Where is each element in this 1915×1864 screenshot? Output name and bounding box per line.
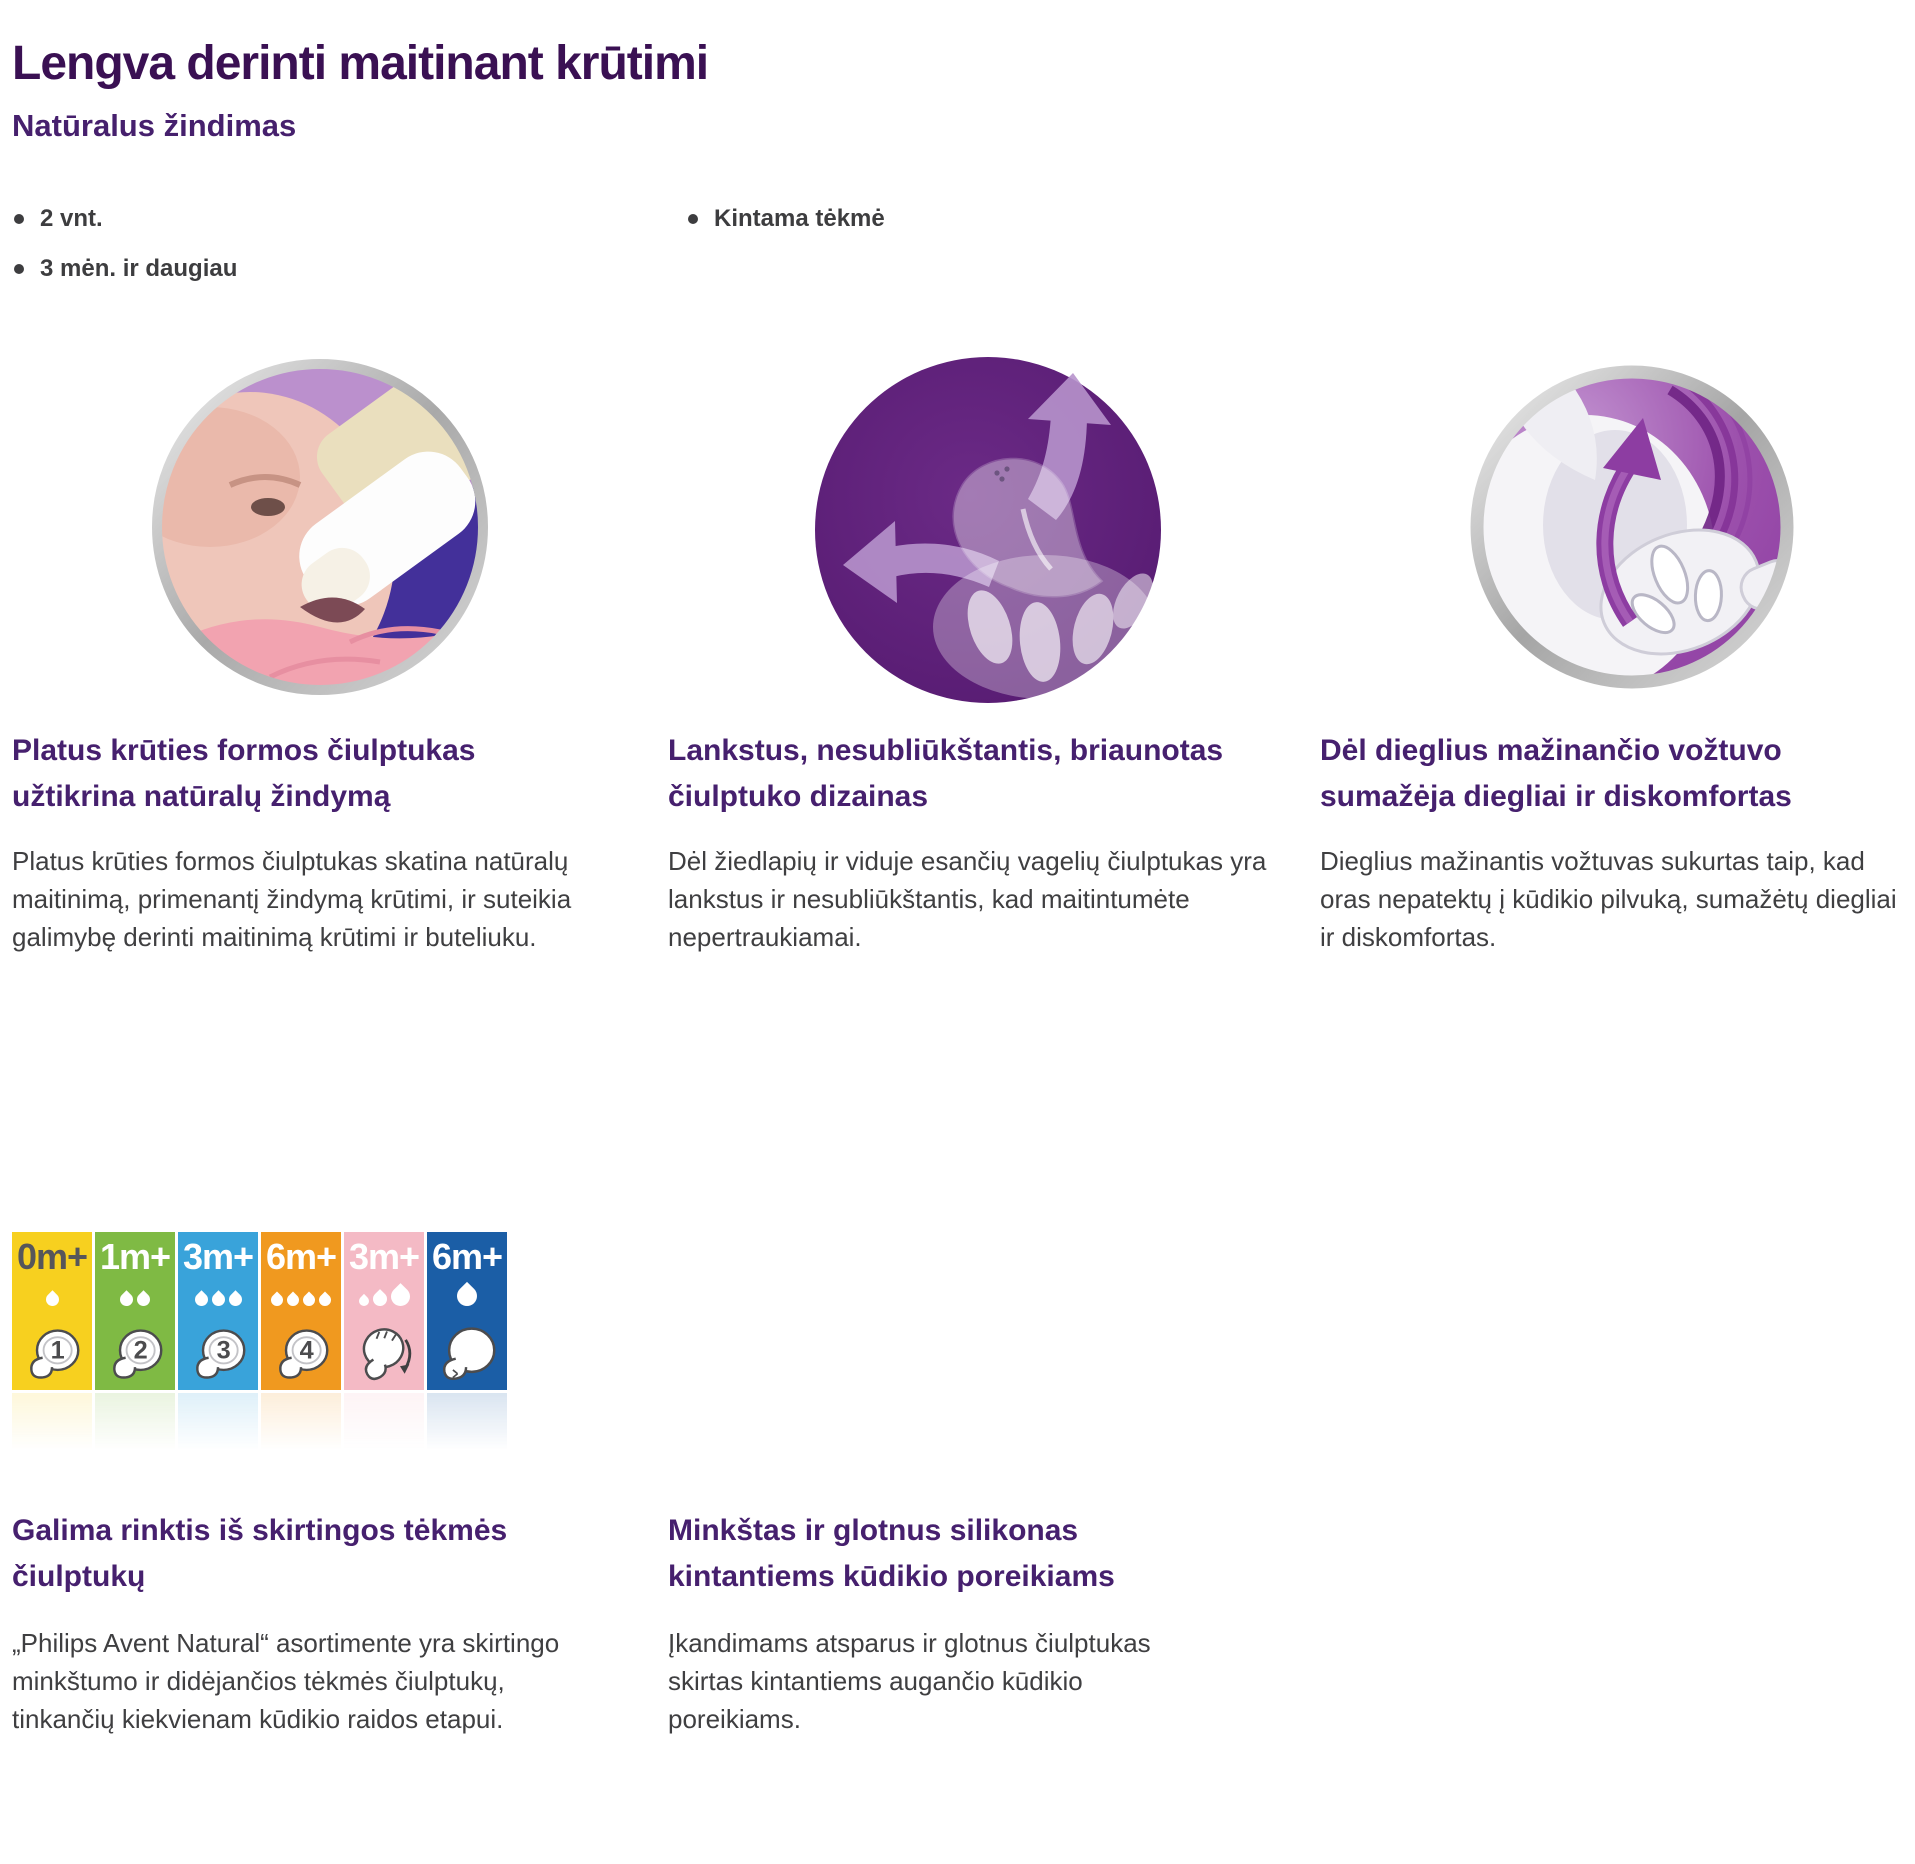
feature-heading: Galima rinktis iš skirtingos tėkmės čiulptukų: [12, 1514, 508, 1593]
age-label: 3m+: [348, 1236, 420, 1277]
variable-flow-nipple-icon: [353, 1326, 415, 1382]
feature-heading: Minkštas ir glotnus silikonas kintantiems kūdikio poreikiams: [668, 1514, 1115, 1593]
feature-body: Įkandimams atsparus ir glotnus čiulptukas skirtas kintantiems augančio kūdikio poreikiams.: [668, 1628, 1151, 1734]
feature-body: Dieglius mažinantis vožtuvas sukurtas taip, kad oras nepatektų į kūdikio pilvuką, sumažėtų diegliai ir diskomfortas.: [1320, 846, 1897, 952]
feature-heading: Dėl dieglius mažinančio vožtuvo sumažėja diegliai ir diskomfortas: [1320, 734, 1792, 813]
age-label: 0m+: [16, 1236, 88, 1277]
nipple-number-icon: [271, 1326, 331, 1382]
flow-badge-fast: [261, 1232, 341, 1390]
feature-column-soft-silicone: [668, 1508, 1288, 1738]
anti-colic-valve-image: [1465, 360, 1799, 694]
feature-column-anti-colic: [1320, 728, 1915, 956]
bullet-dot: [688, 214, 698, 224]
age-label: 1m+: [99, 1236, 171, 1277]
feature-body: Platus krūties formos čiulptukas skatina natūralų maitinimą, primenantį žindymą krūtimi, ir suteikia galimybę derinti maitinimą krūtimi ir buteliuku.: [12, 846, 572, 952]
age-label: 3m+: [182, 1236, 254, 1277]
flow-drops: [118, 1278, 152, 1306]
spec-label: 2 vnt.: [40, 205, 103, 232]
flow-badge-slow: [95, 1232, 175, 1390]
feature-body: „Philips Avent Natural“ asortimente yra skirtingo minkštumo ir didėjančios tėkmės čiulptukų, tinkančių kiekvienam kūdikio raidos etapui.: [12, 1628, 560, 1734]
flow-drops: [455, 1278, 479, 1306]
spec-bullet-flow: [688, 205, 885, 233]
flow-badge-newborn: [12, 1232, 92, 1390]
flow-drops: [193, 1278, 244, 1306]
age-label: 6m+: [431, 1236, 503, 1277]
svg-text:1: 1: [50, 1336, 65, 1365]
spec-label: Kintama tėkmė: [714, 205, 885, 232]
flexible-nipple-arrows-image: [815, 357, 1161, 703]
flow-drops: [269, 1278, 333, 1306]
baby-feeding-photo-image: [150, 357, 490, 697]
flow-badge-variable: [344, 1232, 424, 1390]
svg-text:2: 2: [133, 1336, 148, 1365]
flow-badge-thick-feed: [427, 1232, 507, 1390]
flow-rate-badges: [12, 1232, 507, 1390]
flow-drops: [357, 1278, 412, 1306]
svg-text:3: 3: [216, 1336, 231, 1365]
nipple-number-icon: [188, 1326, 248, 1382]
bullet-dot: [14, 264, 24, 274]
page-subtitle: Natūralus žindimas: [12, 107, 297, 143]
feature-column-flexible-nipple: [668, 728, 1288, 956]
feature-heading: Lankstus, nesubliūkštantis, briaunotas čiulptuko dizainas: [668, 734, 1224, 813]
feature-column-breast-shape: [12, 728, 632, 956]
age-label: 6m+: [265, 1236, 337, 1277]
page-title: Lengva derinti maitinant krūtimi: [12, 37, 709, 91]
flow-drops: [44, 1278, 61, 1306]
spec-bullet-count: [14, 205, 103, 233]
feature-column-flow-choice: [12, 1508, 632, 1738]
spec-bullet-age: [14, 255, 237, 283]
feature-body: Dėl žiedlapių ir viduje esančių vagelių čiulptukas yra lankstus ir nesubliūkštantis, kad maitintumėte nepertraukiamai.: [668, 846, 1267, 952]
thick-feed-nipple-icon: [436, 1326, 498, 1382]
nipple-number-icon: [22, 1326, 82, 1382]
bullet-dot: [14, 214, 24, 224]
spec-label: 3 mėn. ir daugiau: [40, 255, 238, 282]
svg-text:4: 4: [299, 1336, 314, 1365]
nipple-number-icon: [105, 1326, 165, 1382]
feature-heading: Platus krūties formos čiulptukas užtikrina natūralų žindymą: [12, 734, 476, 813]
badge-reflection: [12, 1393, 507, 1467]
flow-badge-medium: [178, 1232, 258, 1390]
